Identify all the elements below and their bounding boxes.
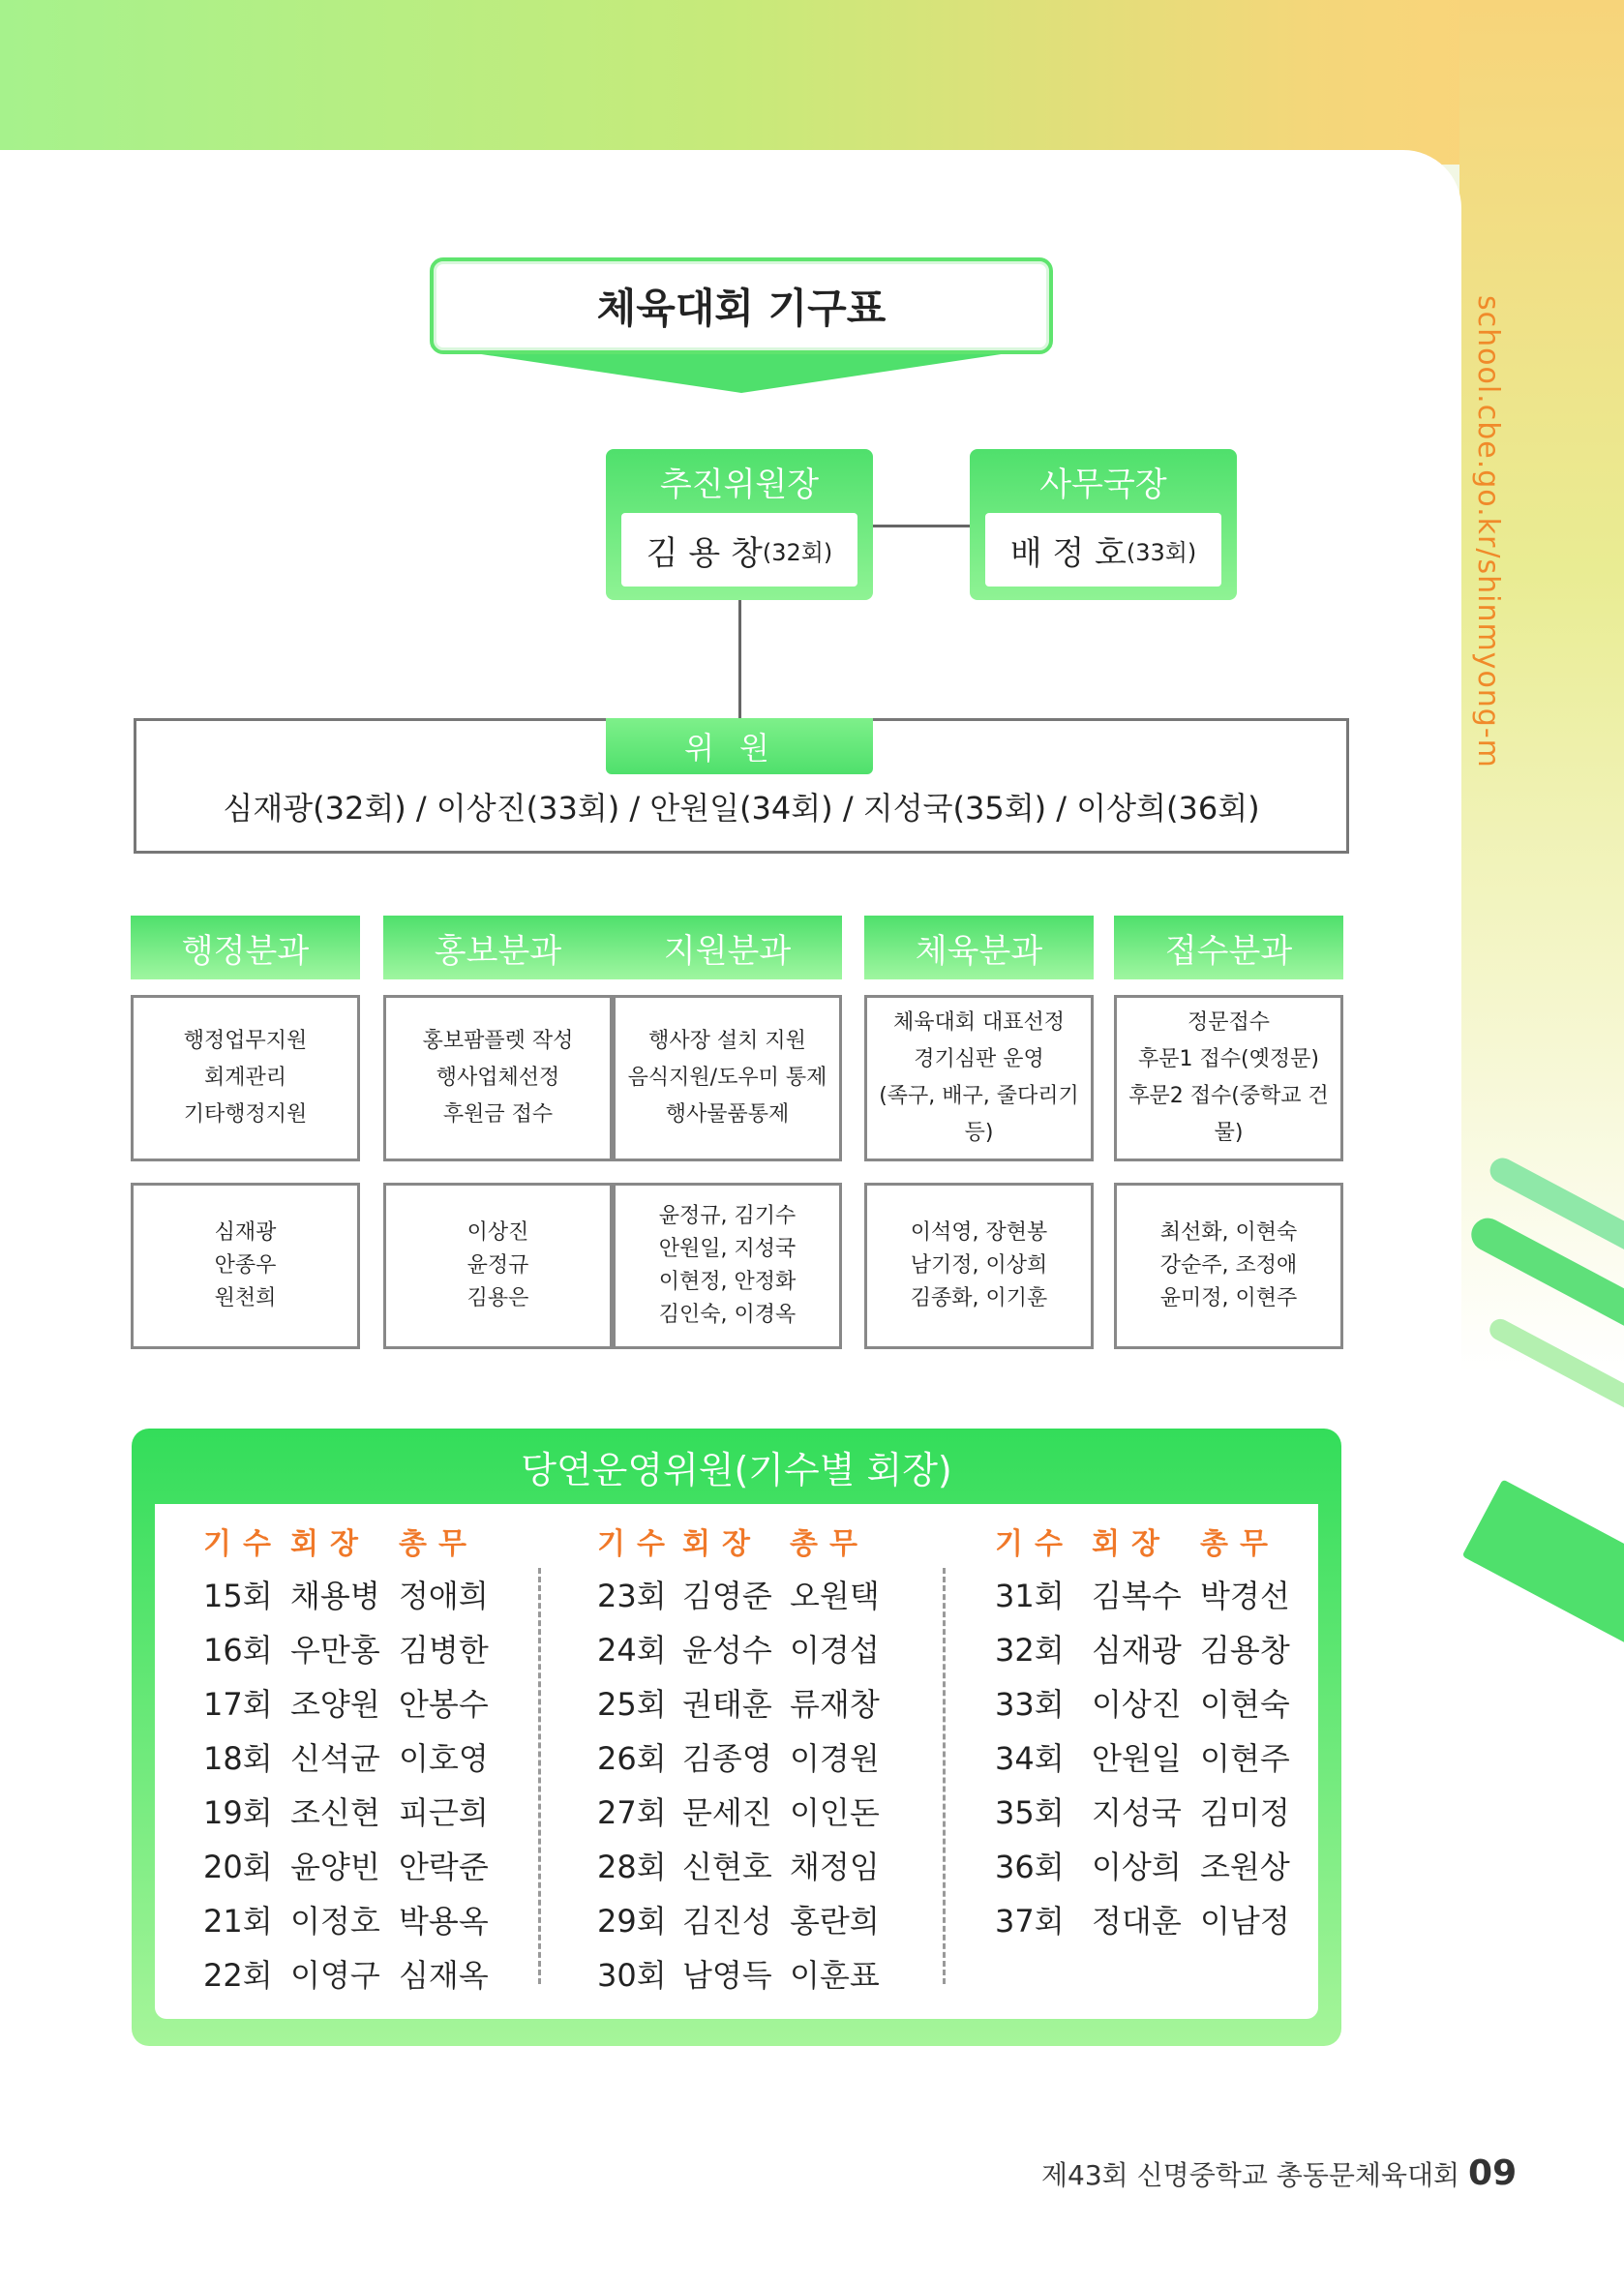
- chair-label: 추진위원장: [659, 465, 820, 504]
- division-header: 행정분과: [131, 916, 360, 979]
- secretary-name: 심재옥: [399, 1957, 489, 1994]
- division-duties: [131, 995, 360, 1161]
- class-number: 30회: [597, 1957, 667, 1994]
- duty-item: 홍보팜플렛 작성: [422, 1029, 574, 1053]
- class-number: 26회: [597, 1740, 667, 1777]
- column-divider: [538, 1568, 541, 1984]
- secretary-name: 이인돈: [790, 1794, 880, 1831]
- class-number: 23회: [597, 1578, 667, 1614]
- footer-text: 제43회 신명중학교 총동문체육대회: [1041, 2159, 1460, 2191]
- staff-item: 윤정규: [466, 1253, 529, 1278]
- class-number: 24회: [597, 1632, 667, 1669]
- duty-item: 음식지원/도우미 통제: [627, 1066, 827, 1090]
- staff-item: 윤미정, 이현주: [1159, 1286, 1298, 1310]
- secretary-name-box: [985, 513, 1221, 587]
- duty-item: 정문접수: [1187, 1010, 1270, 1035]
- duty-item: 행사업체선정: [436, 1066, 560, 1090]
- secretary-name: 김병한: [399, 1632, 489, 1669]
- secretary-name: 홍란희: [790, 1903, 880, 1940]
- division-duties: [383, 995, 613, 1161]
- class-number: 34회: [995, 1740, 1065, 1777]
- secretary-name: 이훈표: [790, 1957, 880, 1994]
- class-number: 16회: [203, 1632, 273, 1669]
- staff-item: 심재광: [214, 1220, 277, 1245]
- staff-item: 안종우: [214, 1253, 277, 1278]
- class-number: 31회: [995, 1578, 1065, 1614]
- secretary-box: [970, 449, 1237, 600]
- secretary-name: 이남정: [1200, 1903, 1290, 1940]
- members-label: 위원: [606, 718, 873, 774]
- duty-item: 행사물품통제: [665, 1102, 790, 1127]
- president-name: 이영구: [290, 1957, 380, 1994]
- president-name: 채용병: [290, 1578, 380, 1614]
- class-number: 27회: [597, 1794, 667, 1831]
- president-name: 남영득: [682, 1957, 772, 1994]
- class-number: 15회: [203, 1578, 273, 1614]
- division-duties: [864, 995, 1094, 1161]
- president-name: 신석균: [290, 1740, 380, 1777]
- secretary-name: 안락준: [399, 1849, 489, 1885]
- president-name: 김영준: [682, 1578, 772, 1614]
- class-number: 22회: [203, 1957, 273, 1994]
- page-footer: [1041, 2153, 1517, 2193]
- class-number: 32회: [995, 1632, 1065, 1669]
- class-number: 20회: [203, 1849, 273, 1885]
- committee-column-header: 기수: [995, 1527, 1074, 1561]
- president-name: 우만홍: [290, 1632, 380, 1669]
- staff-item: 이현정, 안정화: [658, 1270, 797, 1294]
- class-number: 25회: [597, 1686, 667, 1723]
- class-number: 37회: [995, 1903, 1065, 1940]
- division-header: 체육분과: [864, 916, 1094, 979]
- duty-item: 경기심판 운영: [914, 1047, 1044, 1071]
- chair-name: 김 용 창: [646, 533, 763, 573]
- division-staff: [1114, 1183, 1343, 1349]
- duty-item: 체육대회 대표선정: [892, 1010, 1065, 1035]
- secretary-name: 이경섭: [790, 1632, 880, 1669]
- chair-name-box: [621, 513, 857, 587]
- secretary-name: 안봉수: [399, 1686, 489, 1723]
- class-number: 29회: [597, 1903, 667, 1940]
- secretary-name: 이호영: [399, 1740, 489, 1777]
- staff-item: 남기정, 이상희: [910, 1253, 1048, 1278]
- secretary-name: 피근희: [399, 1794, 489, 1831]
- secretary-name: 류재창: [790, 1686, 880, 1723]
- duty-item: 회계관리: [203, 1066, 286, 1090]
- duty-item: 후문1 접수(옛정문): [1138, 1047, 1319, 1071]
- committee-column-header: 총무: [790, 1527, 869, 1561]
- president-name: 김복수: [1092, 1578, 1182, 1614]
- class-number: 36회: [995, 1849, 1065, 1885]
- staff-item: 김종화, 이기훈: [910, 1286, 1048, 1310]
- division-duties: [1114, 995, 1343, 1161]
- secretary-name: 박경선: [1200, 1578, 1290, 1614]
- duty-item: 행사장 설치 지원: [648, 1029, 806, 1053]
- chart-title-banner: [430, 257, 1053, 395]
- duty-item: 후문2 접수(중학교 건물): [1128, 1084, 1329, 1145]
- page-number: 09: [1468, 2153, 1518, 2193]
- secretary-name: 이현주: [1200, 1740, 1290, 1777]
- staff-item: 안원일, 지성국: [658, 1237, 797, 1261]
- secretary-name: 오원택: [790, 1578, 880, 1614]
- president-name: 김진성: [682, 1903, 772, 1940]
- president-name: 윤양빈: [290, 1849, 380, 1885]
- duty-item: 행정업무지원: [183, 1029, 308, 1053]
- president-name: 안원일: [1092, 1740, 1182, 1777]
- president-name: 심재광: [1092, 1632, 1182, 1669]
- division-header: 지원분과: [613, 916, 842, 979]
- division-staff: [864, 1183, 1094, 1349]
- connector-line: [738, 600, 741, 720]
- class-number: 21회: [203, 1903, 273, 1940]
- duty-item: (족구, 배구, 줄다리기 등): [879, 1084, 1079, 1145]
- secretary-class: (33회): [1126, 538, 1197, 566]
- president-name: 이상희: [1092, 1849, 1182, 1885]
- division-header: 홍보분과: [383, 916, 613, 979]
- president-name: 지성국: [1092, 1794, 1182, 1831]
- secretary-name: 이경원: [790, 1740, 880, 1777]
- committee-column-header: 회장: [1092, 1527, 1171, 1561]
- president-name: 김종영: [682, 1740, 772, 1777]
- committee-title: 당연운영위원(기수별 회장): [521, 1448, 952, 1491]
- secretary-name: 조원상: [1200, 1849, 1290, 1885]
- top-gradient-band: [0, 0, 1624, 165]
- secretary-name: 채정임: [790, 1849, 880, 1885]
- class-number: 17회: [203, 1686, 273, 1723]
- staff-item: 김용은: [466, 1286, 529, 1310]
- staff-item: 이석영, 장현봉: [910, 1220, 1048, 1245]
- president-name: 정대훈: [1092, 1903, 1182, 1940]
- secretary-name: 정애희: [399, 1578, 489, 1614]
- president-name: 이정호: [290, 1903, 380, 1940]
- chart-title: 체육대회 기구표: [430, 257, 1053, 354]
- division-staff: [131, 1183, 360, 1349]
- members-list: 심재광(32회) / 이상진(33회) / 안원일(34회) / 지성국(35회) / 이상희(36회): [223, 790, 1260, 827]
- staff-item: 원천희: [214, 1286, 277, 1310]
- chair-box: [606, 449, 873, 600]
- staff-item: 강순주, 조정애: [1159, 1253, 1298, 1278]
- connector-line: [873, 525, 970, 527]
- secretary-label: 사무국장: [1039, 465, 1167, 504]
- secretary-name: 배 정 호: [1009, 533, 1127, 573]
- class-number: 33회: [995, 1686, 1065, 1723]
- division-staff: [383, 1183, 613, 1349]
- secretary-name: 김미정: [1200, 1794, 1290, 1831]
- chair-class: (32회): [762, 538, 833, 566]
- president-name: 권태훈: [682, 1686, 772, 1723]
- division-staff: [613, 1183, 842, 1349]
- committee-column-header: 회장: [290, 1527, 370, 1561]
- class-number: 35회: [995, 1794, 1065, 1831]
- class-number: 18회: [203, 1740, 273, 1777]
- column-divider: [943, 1568, 946, 1984]
- president-name: 문세진: [682, 1794, 772, 1831]
- staff-item: 최선화, 이현숙: [1159, 1220, 1298, 1245]
- president-name: 이상진: [1092, 1686, 1182, 1723]
- staff-item: 이상진: [466, 1220, 529, 1245]
- president-name: 조신현: [290, 1794, 380, 1831]
- staff-item: 윤정규, 김기수: [658, 1204, 797, 1228]
- committee-column-header: 기수: [597, 1527, 677, 1561]
- president-name: 신현호: [682, 1849, 772, 1885]
- committee-column-header: 총무: [1200, 1527, 1279, 1561]
- staff-item: 김인숙, 이경옥: [658, 1303, 797, 1327]
- class-number: 19회: [203, 1794, 273, 1831]
- secretary-name: 박용옥: [399, 1903, 489, 1940]
- president-name: 윤성수: [682, 1632, 772, 1669]
- duty-item: 기타행정지원: [183, 1102, 308, 1127]
- secretary-name: 이현숙: [1200, 1686, 1290, 1723]
- school-url: school.cbe.go.kr/shinmyong-m: [1471, 295, 1505, 768]
- president-name: 조양원: [290, 1686, 380, 1723]
- committee-column-header: 기수: [203, 1527, 283, 1561]
- secretary-name: 김용창: [1200, 1632, 1290, 1669]
- division-header: 접수분과: [1114, 916, 1343, 979]
- committee-column-header: 회장: [682, 1527, 762, 1561]
- class-number: 28회: [597, 1849, 667, 1885]
- duty-item: 후원금 접수: [442, 1102, 554, 1127]
- committee-column-header: 총무: [399, 1527, 478, 1561]
- division-duties: [613, 995, 842, 1161]
